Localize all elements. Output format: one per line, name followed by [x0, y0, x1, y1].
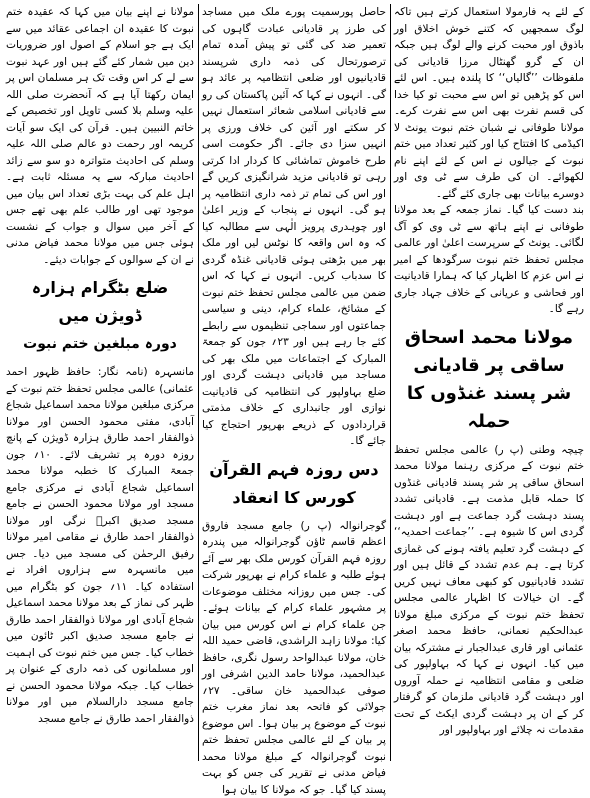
column-left	[6, 4, 194, 761]
column-middle	[202, 4, 386, 761]
column-divider	[198, 4, 199, 761]
headline-attack	[394, 324, 584, 436]
body-paragraph: بند دست کیا گیا۔ نماز جمعہ کے بعد مولانا طوفانی نے اپنے ہاتھ سے ٹی وی کو آگ لگائی۔ یونٹ کے سرپرست اعلیٰ اور عالمی مجلس تحفظ ختم نبوت سرگودھا کے امیر نے اس عزم کا اظہار کیا کہ ہمارا قادیانیت اور فحاشی و عریانی کے خلاف جہاد جاری رہے گا۔	[394, 202, 584, 318]
column-divider	[390, 4, 391, 761]
headline-line: ضلع بٹگرام ہزارہ ڈویژن میں	[6, 274, 194, 330]
headline-line: شر پسند غنڈوں کا حملہ	[394, 380, 584, 436]
body-paragraph: مولانا نے اپنے بیان میں کہا کہ عقیدہ ختم نبوت کا عقیدہ ان اجماعی عقائد میں سے ایک ہے جو اسلام کے اصول اور ضروریات دین میں شمار کئے گئے ہیں اور عہد نبوت سے لے کر اس وقت تک ہر مسلمان اس پر ایمان رکھتا آیا ہے کہ آنحضرت صلی اللہ علیہ وسلم بلا کسی تاویل اور تخصیص کے خاتم النبیین ہیں۔ قرآن کی ایک سو آیات کریمہ اور رحمت دو عالم صلی اللہ علیہ وسلم کی احادیث متواترہ دو سو سے زائد احادیث مبارکہ سے یہ مسئلہ ثابت ہے۔ اہل علم کی بہت بڑی تعداد اس بیان میں موجود تھی اور طالب علم بھی تھے جس کے آخر میں سوال و جواب کے نشست ہوئی جس میں مولانا محمد فیاض مدنی نے ان کے سوالوں کے جوابات دیئے۔	[6, 4, 194, 268]
headline-quran-course	[202, 456, 386, 512]
headline-line: دورہ مبلغین ختم نبوت	[6, 330, 194, 358]
headline-batagram	[6, 274, 194, 358]
headline-line: مولانا محمد اسحاق ساقی پر قادیانی	[394, 324, 584, 380]
body-paragraph: مانسہرہ (نامہ نگار: حافظ ظہور احمد عثمانی) عالمی مجلس تحفظ ختم نبوت کے مرکزی مبلغین مولانا محمد اسماعیل شجاع آبادی، مفتی محمود الحسن اور مولانا ذوالفقار احمد طارق ہزارہ ڈویژن کے پانچ روزہ دورہ پر تشریف لائے۔ ۱۰؍ جون جمعۃ المبارک کا خطبہ مولانا محمد اسماعیل شجاع آبادی نے مرکزی جامع مسجد اور مولانا محمود الحسن نے جامع مسجد صدیق اکبرؓ نرگی اور مولانا ذوالفقار احمد طارق نے مقامی امیر مولانا رفیق الرحمٰن کی مسجد میں دیا۔ جس میں مانسہرہ سے ہزاروں افراد نے استفادہ کیا۔ ۱۱؍ جون کو بٹگرام میں ظہر کی نماز کے بعد مولانا محمد اسماعیل شجاع آبادی اور مولانا ذوالفقار احمد طارق نے جامع مسجد صدیق اکبر ٹائون میں خطاب کیا۔ جس میں ختم نبوت کی اہمیت اور مسلمانوں کی ذمہ داری کے عنوان پر خطاب کیا۔ جبکہ مولانا محمود الحسن نے جامع مسجد دارالسلام میں اور مولانا ذوالفقار احمد طارق نے جامع مسجد	[6, 364, 194, 727]
body-paragraph: گوجرانوالہ (پ ر) جامع مسجد فاروق اعظم قاسم ٹاؤن گوجرانوالہ میں پندرہ روزہ فہم القرآن کورس ملک بھر سے آئے ہوئے طلبہ و علماء کرام نے بھرپور شرکت کی۔ جس میں روزانہ مختلف موضوعات پر مشہور علماء کرام کے بیانات ہوئے۔ جن علماء کرام نے اس کورس میں بیان کیا: مولانا زاہد الراشدی، قاضی حمید اللہ خان، مولانا عبدالواحد رسول نگری، حافظ عبدالحمید، مولانا حامد الدین اشرفی اور صوفی عبدالحمید خان ساقی۔ ۲۷؍ جولائی کو فاتحہ بعد نماز مغرب ختم نبوت کے موضوع پر بیان ہوا۔ اس موضوع پر بیان کے لئے عالمی مجلس تحفظ ختم نبوت گوجرانوالہ کے مبلغ مولانا محمد فیاض مدنی نے تقریر کی جس کو بہت پسند کیا گیا۔ جو کہ مولانا کا بیان ہوا	[202, 518, 386, 798]
body-paragraph: کے لئے یہ فارمولا استعمال کرتے ہیں تاکہ لوگ سمجھیں کہ کتنے خوش اخلاق اور باذوق اور محبت کرنے والے لوگ ہیں جبکہ ان کے گرو گھنٹال مرزا قادیانی کی ملفوظات ’’گالیاں‘‘ کا پلندہ ہیں۔ اس لئے اس کو پڑھیں تو اس سے محبت تو کیا خدا کی قسم نفرت بھی اس سے نفرت کرے۔ مولانا طوفانی نے شبان ختم نبوت یونٹ لا اکیڈمی کا افتتاح کیا اور کثیر تعداد میں ختم نبوت کے جیالوں نے اس کے لئے اپنے نام لکھوائے۔ ان کی طرف سے ٹی وی اور دوسرے بیانات بھی جاری کئے گئے۔	[394, 4, 584, 202]
body-paragraph: چیچہ وطنی (پ ر) عالمی مجلس تحفظ ختم نبوت کے مرکزی رہنما مولانا محمد اسحاق ساقی پر شر پسند قادیانی غنڈوں کا حملہ قابل مذمت ہے۔ قادیانی تشدد پسند دہشت گرد جماعت ہے اور دہشت گردی اس کا شیوہ ہے۔ ’’جماعت احمدیہ‘‘ کے دہشت گرد تعلیم یافتہ ہونے کی غمازی کرتا ہے۔ ہم عدم تشدد کے قائل ہیں اور تشدد قادیانیوں کو کبھی معاف نہیں کریں گے۔ ان خیالات کا اظہار عالمی مجلس تحفظ ختم نبوت کے مرکزی مبلغ مولانا عبدالحکیم نعمانی، حافظ محمد اصغر عثمانی اور قاری عبدالجبار نے مشترکہ بیان میں کیا۔ انہوں نے کہا کہ بہاولپور کی ضلعی و مقامی انتظامیہ نے حملہ آوروں اور دہشت گرد قادیانی ملزمان کو گرفتار کر کے ان پر دہشت گردی ایکٹ کے تحت مقدمات نہ چلائے اور بہاولپور اور	[394, 442, 584, 739]
body-paragraph: حاصل پورسمیت پورے ملک میں مساجد کی طرز پر قادیانی عبادت گاہوں کی تعمیر ضد کی گئی تو پیش آمدہ تمام ترصورتحال کی ذمہ داری شرپسند قادیانیوں اور ضلعی انتظامیہ پر عائد ہو گی۔ انہوں نے کہا کہ آئین پاکستان کی رو سے قادیانی اسلامی شعائر استعمال نہیں کر سکتے اور آئین کی خلاف ورزی پر انہیں سزا دی جائے۔ اگر حکومت اسی طرح خاموش تماشائی کا کردار ادا کرتی رہی تو قادیانی مزید شرانگیزی کریں گے اور اس کی تمام تر ذمہ داری انتظامیہ پر ہو گی۔ انہوں نے پنجاب کے وزیر اعلیٰ اور چوہدری پرویز الٰہی سے مطالبہ کیا کہ وہ اس واقعہ کا نوٹس لیں اور ملک بھر میں بڑھتی ہوئی قادیانی غنڈہ گردی کا سدباب کریں۔ انہوں نے کہا کہ اس ضمن میں عالمی مجلس تحفظ ختم نبوت کے مشائخ، علماء کرام، دینی و سیاسی جماعتوں اور سماجی تنظیموں سے رابطے کئے جا رہے ہیں اور ۲۳؍ جون کو جمعۃ المبارک کے اجتماعات میں ملک بھر کی مساجد میں قادیانی دہشت گردی اور ضلع بہاولپور کی انتظامیہ کی قادیانیت نوازی اور جانبداری کے خلاف مذمتی قراردادوں کے ذریعے بھرپور احتجاج کیا جائے گا۔	[202, 4, 386, 450]
column-right	[394, 4, 584, 761]
headline-line: دس روزہ فہم القرآن کورس کا انعقاد	[202, 456, 386, 512]
